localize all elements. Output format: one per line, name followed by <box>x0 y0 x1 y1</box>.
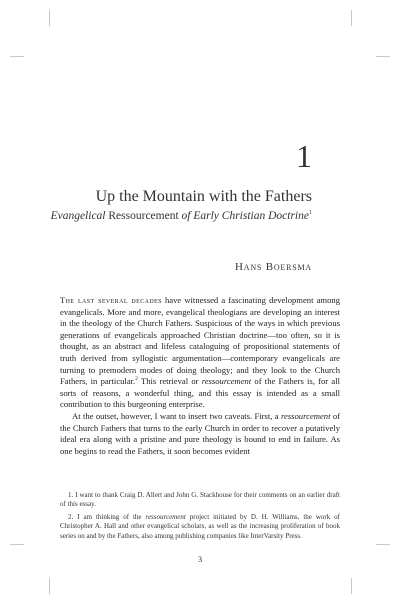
body-text <box>60 295 340 457</box>
paragraph-2-italic: ressourcement <box>280 410 331 421</box>
subtitle-italic-part-2: of Early Christian Doctrine <box>181 210 309 222</box>
chapter-title: Up the Mountain with the Fathers <box>95 188 312 205</box>
footnote-ref-2: 2 <box>135 376 138 383</box>
crop-mark-right-lower <box>376 544 390 545</box>
footnote-1: 1. I want to thank Craig D. Allert and John G. Stackhouse for their comments on an earlier draft of this essay. <box>60 491 340 509</box>
chapter-subtitle <box>51 210 312 222</box>
footnote-ref-1: 1 <box>309 210 312 216</box>
subtitle-roman-part: Ressourcement <box>105 210 182 222</box>
paragraph-1-text: have witnessed a fascinating development among evangelicals. More and more, evangelical theologians are developing an interest in the theology of the Church Fathers. Suspicious of the ways in which previous generations of evangelicals approached Christian doctrine—too often, so it is thought, as an abstract and lifeless cataloguing of propositional statements of truth derived from syllogistic argumentation—contemporary evangelicals are turning to premodern modes of doing theology; and they look to the Church Fathers, in particular. <box>60 295 340 387</box>
crop-mark-top-right <box>351 10 352 26</box>
crop-mark-right-upper <box>376 56 390 57</box>
paragraph-2 <box>60 411 340 457</box>
chapter-number: 1 <box>296 138 312 174</box>
page-number: 3 <box>197 554 203 564</box>
paragraph-1 <box>60 295 340 411</box>
paragraph-1-text-3: of the Fathers is, for all sorts of reasons, a wonderful thing, and this essay is intended as a small contribution to this burgeoning enterprise. <box>60 376 340 410</box>
footnotes <box>60 491 340 544</box>
paragraph-1-italic: ressourcement <box>201 376 252 387</box>
footnote-2-text-a: 2. I am thinking of the <box>68 512 146 521</box>
paragraph-1-text-2: This retrieval or <box>137 376 202 387</box>
opening-small-caps: The last several decades <box>60 295 162 305</box>
paragraph-2-text-2: of the Church Fathers that turns to the early Church in order to recover a putatively ideal era along with a pristine and pure theology is bound to end in failure. As one begins to read the Fathers, it soon becomes evident <box>60 410 340 456</box>
subtitle-italic-part-1: Evangelical <box>50 210 106 222</box>
crop-mark-left-lower <box>10 544 24 545</box>
paragraph-2-text-1: At the outset, however, I want to insert two caveats. First, a <box>72 410 281 421</box>
footnote-2 <box>60 513 340 541</box>
footnote-2-text-b: project initiated by D. H. Williams, the work of Christopher A. Hall and other evangelical scholars, as well as the increasing proliferation of book series on and by the Fathers, also among publishing companies like InterVarsity Press. <box>60 512 340 540</box>
footnote-2-italic: ressourcement <box>145 512 186 521</box>
crop-mark-bottom-right <box>351 578 352 594</box>
crop-mark-bottom-left <box>49 578 50 594</box>
crop-mark-left-upper <box>10 56 24 57</box>
author-name: Hans Boersma <box>235 261 312 273</box>
crop-mark-top-left <box>49 10 50 26</box>
